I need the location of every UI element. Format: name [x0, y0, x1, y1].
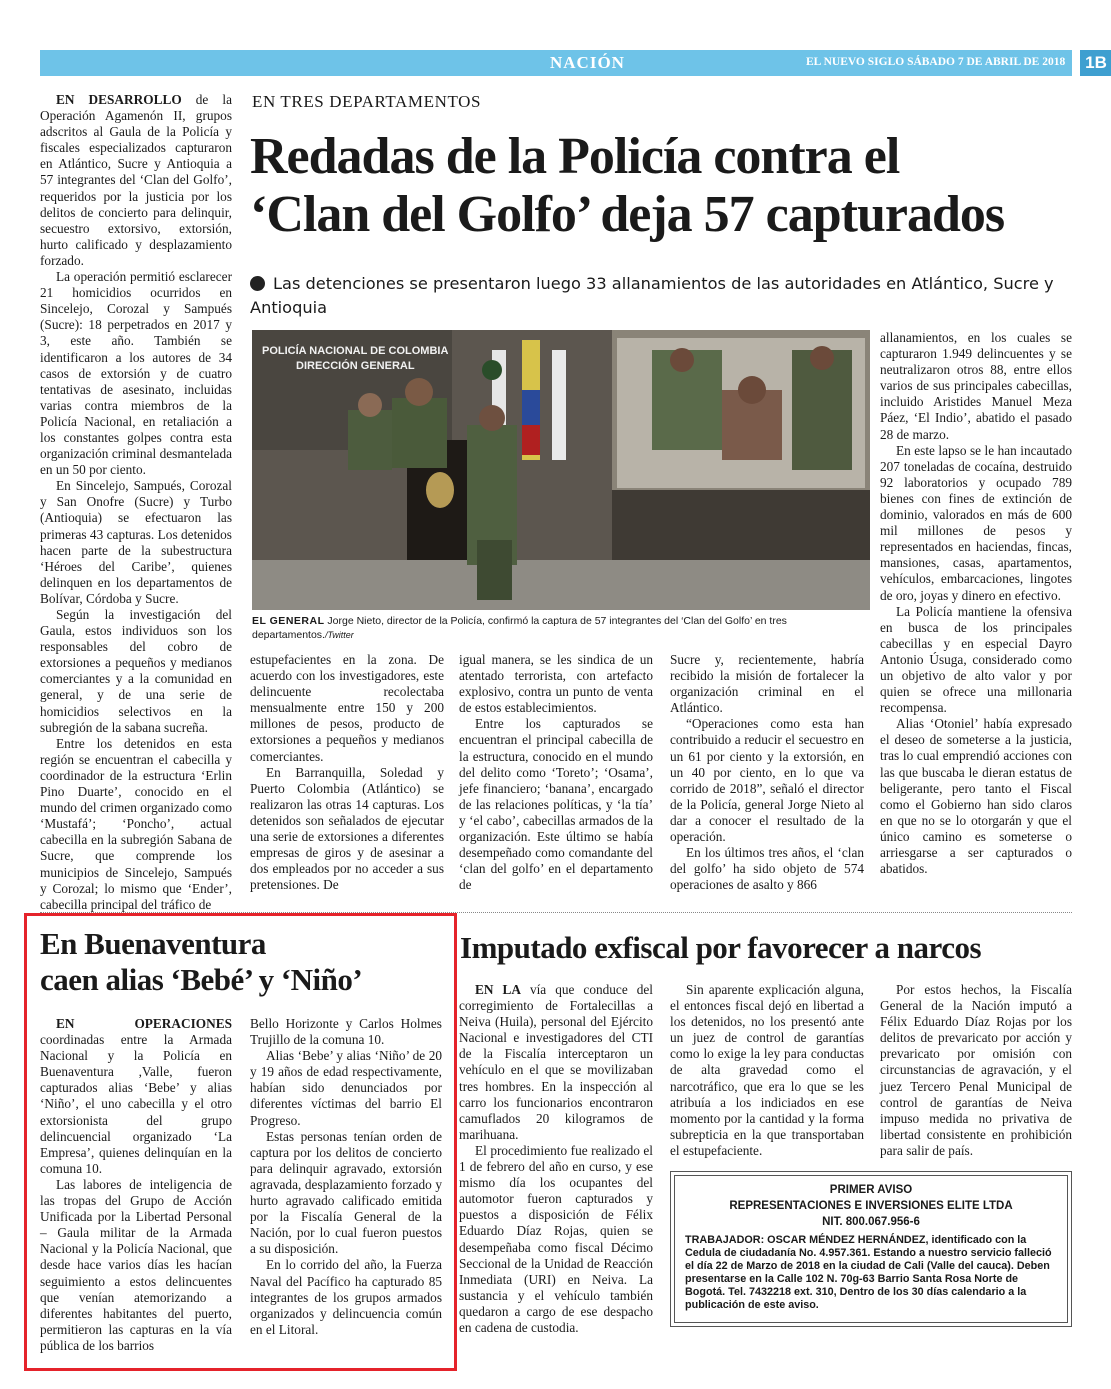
- paragraph: Sucre y, recientemente, habría recibido la misión de fortalecer la organización criminal en el Atlántico.: [670, 652, 864, 716]
- headline-line: En Buenaventura: [40, 926, 266, 961]
- main-story-column-4: [670, 652, 864, 893]
- paragraph: Sin aparente explicación alguna, el entonces fiscal dejó en libertad a los detenidos, no los presentó ante un juez de control de garantías como lo exige la ley para conductas de alta gravedad como el narcotráfico, que era lo que se les atribuía a los indiciados en ese momento por la cantidad y la forma subrepticia en la que transportaban el estupefaciente.: [670, 982, 864, 1158]
- bullet-icon: [250, 276, 265, 291]
- photo-banner: POLICÍA NACIONAL DE COLOMBIA DIRECCIÓN GENERAL: [262, 345, 449, 372]
- paragraph: Por estos hechos, la Fiscalía General de la Nación imputó a Félix Eduardo Díaz Rojas por los delitos de prevaricato por acción y prevaricato por omisión con circunstancias de agravación, y el juez Tercero Penal Municipal de control de garantías de Neiva impuso medida no privativa de libertad consistente en prohibición para salir de país.: [880, 982, 1072, 1158]
- main-story-column-5: [880, 330, 1072, 877]
- kicker: EN TRES DEPARTAMENTOS: [252, 92, 482, 111]
- buenaventura-headline: [40, 926, 450, 998]
- lead-in: EN DESARROLLO: [56, 92, 182, 107]
- notice-nit: NIT. 800.067.956-6: [822, 1216, 920, 1228]
- section-header-bar: [40, 50, 1107, 76]
- buenaventura-column-1: [40, 1016, 232, 1354]
- paragraph: de la Operación Agamenón II, grupos adscritos al Gaula de la Policía y fiscales especializados capturaron en Atlántico, Sucre y Antioquia a 57 integrantes del ‘Clan del Golfo’, requeridos por la justicia por los delitos de concierto para delinquir, secuestro extorsivo, extorsión, hurto calificado y desplazamiento forzado.: [40, 92, 232, 268]
- notice-title: PRIMER AVISO: [829, 1184, 913, 1196]
- deck: Las detenciones se presentaron luego 33 allanamientos de las autoridades en Atlántico, Sucre y Antioquia: [250, 274, 1054, 317]
- paragraph: Entre los capturados se encuentran el principal cabecilla de la estructura, conocido en el mundo del delito como ‘Toreto’; ‘Osama’, jefe financiero; ‘banana’, encargado de las relaciones políticas, y ‘la tía’ y ‘el cabo’, cabecillas armados de la organización. Este último se había desempeñado como comandante del ‘clan del golfo’ en el departamento de: [459, 716, 653, 893]
- section-name: NACIÓN: [550, 53, 625, 72]
- main-headline: [250, 128, 1080, 244]
- paragraph: El procedimiento fue realizado el 1 de febrero del año en curso, y ese mismo día los ocupantes del automotor fueron capturados y puestos a disposición de Félix Eduardo Díaz Rojas, quien se desempeñaba como fiscal Décimo Seccional de la Unidad de Reacción Inmediata (URI) en Neiva. La sustancia y el vehículo también quedaron a cargo de ese despacho en cadena de custodia.: [459, 1142, 653, 1335]
- paragraph: La Policía mantiene la ofensiva en busca de los principales cabecillas y en especial Dayro Antonio Úsuga, considerado como un objetivo de alto valor y por quien se ofrece una millonaria recompensa.: [880, 603, 1072, 716]
- paragraph: Bello Horizonte y Carlos Holmes Trujillo de la comuna 10.: [250, 1016, 442, 1048]
- lead-in: EN OPERACIONES: [56, 1016, 232, 1031]
- main-story-column-1: [40, 92, 232, 913]
- paragraph: allanamientos, en los cuales se capturaron 1.949 delincuentes y se neutralizaron otros 88, entre ellos varios de sus principales cabecillas, incluido Aristides Manuel Meza Páez, ‘El Indio’, abatido el pasado 28 de marzo.: [880, 330, 1072, 442]
- paragraph: Estas personas tenían orden de captura por los delitos de concierto para delinquir agravado, extorsión agravada, desplazamiento forzado y hurto agravado calificado emitida por la Fiscalía General de la Nación, por lo cual fueron puestos a su disposición.: [250, 1128, 442, 1257]
- paragraph: En Barranquilla, Soledad y Puerto Colombia (Atlántico) se realizaron las otras 14 capturas. Los detenidos son señalados de ejecutar una serie de extorsiones a diferentes empresas de giros y de asesinar a dos empleados por no acceder a sus pretensiones. De: [250, 764, 444, 893]
- headline-line: caen alias ‘Bebé’ y ‘Niño’: [40, 962, 363, 997]
- exfiscal-column-2: [670, 982, 864, 1159]
- paragraph: La operación permitió esclarecer 21 homicidios ocurridos en Sincelejo, Corozal y Sampués (Sucre): 18 perpetrados en 2017 y 3, este año. También se identificaron a los autores de 34 casos de extorsión y de cuatro tentativas de asesinato, incluidas varias contra miembros de la Policía Nacional, en retaliación a los constantes golpes contra esta organización criminal desmantelada en un 50 por ciento.: [40, 269, 232, 478]
- paragraph: Alias ‘Otoniel’ había expresado el deseo de someterse a la justicia, tras lo cual emprendió acciones con las que buscaba le dieran estatus de beligerante, pero tanto el Fiscal como el Gobierno han sido claros en que no se lo otorgarán y que el único camino es someterse o arriesgarse a ser capturados o abatidos.: [880, 716, 1072, 877]
- exfiscal-column-1: [459, 982, 653, 1336]
- paragraph: igual manera, se les sindica de un atentado terrorista, con artefacto explosivo, contra un punto de venta de estos establecimientos.: [459, 652, 653, 716]
- buenaventura-column-2: [250, 1016, 442, 1338]
- paragraph: “Operaciones como esta han contribuido a reducir el secuestro en un 61 por ciento y la extorsión, en un 40 por ciento, en lo que va corrido de 2018”, señaló el director de la Policía, general Jorge Nieto al dar a conocer el resultado de la operación.: [670, 716, 864, 845]
- paper-date: EL NUEVO SIGLO SÁBADO 7 DE ABRIL DE 2018: [806, 56, 1066, 68]
- classified-notice: [670, 1171, 1072, 1327]
- notice-body: TRABAJADOR: OSCAR MÉNDEZ HERNÁNDEZ, identificado con la Cedula de ciudadanía No. 4.957.361. Estando a nuestro servicio falleció el día 22 de Marzo de 2018 en la ciudad de Cali (Valle del cauca). Deben presentarse en la Calle 102 N. 70g-63 Barrio Santa Rosa Norte de Bogotá. Tel. 7432218 ext. 310, Dentro de los 30 días calendario a la publicación de este aviso.: [685, 1234, 1052, 1311]
- press-conference-photo: [252, 330, 870, 610]
- paragraph: En Sincelejo, Sampués, Corozal y San Onofre (Sucre) y Turbo (Antioquia) se efectuaron las primeras 43 capturas. Los detenidos hacen parte de la subestructura ‘Héroes del Caribe’, quienes delinquen en los departamentos de Bolívar, Córdoba y Sucre.: [40, 478, 232, 606]
- paragraph: En los últimos tres años, el ‘clan del golfo’ ha sido objeto de 574 operaciones de asalto y 866: [670, 845, 864, 893]
- page-number: 1B: [1080, 50, 1111, 76]
- paragraph: Alias ‘Bebe’ y alias ‘Niño’ de 20 y 19 años de edad respectivamente, habían sido denunciados por diferentes víctimas del barrio El Progreso.: [250, 1048, 442, 1128]
- headline-line: ‘Clan del Golfo’ deja 57 capturados: [250, 186, 1005, 243]
- main-story-column-3: [459, 652, 653, 893]
- notice-company: REPRESENTACIONES E INVERSIONES ELITE LTDA: [729, 1200, 1013, 1212]
- paragraph: En lo corrido del año, la Fuerza Naval del Pacífico ha capturado 85 integrantes de los grupos armados organizados y delincuencia común en el Litoral.: [250, 1257, 442, 1337]
- headline-line: Redadas de la Policía contra el: [250, 128, 900, 185]
- photo-caption: EL GENERAL Jorge Nieto, director de la Policía, confirmó la captura de 57 integrantes del ‘Clan del Golfo’ en tres departamentos./Twitter: [252, 615, 787, 641]
- exfiscal-column-3: [880, 982, 1072, 1159]
- exfiscal-headline: Imputado exfiscal por favorecer a narcos: [460, 930, 982, 965]
- paragraph: Entre los detenidos en esta región se encuentran el cabecilla y coordinador de la estructura ‘Erlin Pino Duarte’, conocido en el mundo del crimen organizado como ‘Mustafá’; ‘Poncho’, actual cabecilla en la subregión Sabana de Sucre, que comprende los municipios de Sincelejo, Sampués y Corozal; lo mismo que ‘Ender’, cabecilla principal del tráfico de: [40, 735, 232, 912]
- paragraph: coordinadas entre la Armada Nacional y la Policía en Buenaventura ,Valle, fueron capturados alias ‘Bebe’ y alias ‘Niño’, el uno cabecilla y el otro extorsionista del grupo delincuencial organizado ‘La Empresa’, quienes delinquían en la comuna 10.: [40, 1032, 232, 1176]
- lead-in: EN LA: [475, 982, 521, 997]
- main-story-column-2: [250, 652, 444, 893]
- paragraph: Según la investigación del Gaula, estos individuos son los responsables del cobro de extorsiones a pequeños y medianos comerciantes y a la comunidad en general, y de una serie de homicidios selectivos en la subregión de la sabana sucreña.: [40, 607, 232, 735]
- paragraph: vía que conduce del corregimiento de Fortalecillas a Neiva (Huila), personal del Ejército Nacional e investigadores del CTI de la Fiscalía interceptaron un vehículo en el que se movilizaban tres hombres. En la inspección al carro los funcionarios encontraron camuflados 20 kilogramos de marihuana.: [459, 982, 653, 1142]
- paragraph: estupefacientes en la zona. De acuerdo con los investigadores, este delincuente recolectaba mensualmente entre 150 y 200 millones de pesos, producto de extorsiones a pequeños y medianos comerciantes.: [250, 652, 444, 764]
- paragraph: Las labores de inteligencia de las tropas del Grupo de Acción Unificada por la Libertad Personal – Gaula militar de la Armada Nacional y la Policía Nacional, que desde hace varios días les hacían seguimiento a estos delincuentes que venían atemorizando a diferentes habitantes del puerto, permitieron las capturas en la vía pública de los barrios: [40, 1176, 232, 1353]
- paragraph: En este lapso se le han incautado 207 toneladas de cocaína, destruido 92 laboratorios y ocupado 789 bienes con fines de extinción de dominio, valorados en más de 600 mil millones de pesos y representados en haciendas, fincas, mansiones, casas, apartamentos, vehículos, embarcaciones, lingotes de oro, joyas y dinero en efectivo.: [880, 442, 1072, 603]
